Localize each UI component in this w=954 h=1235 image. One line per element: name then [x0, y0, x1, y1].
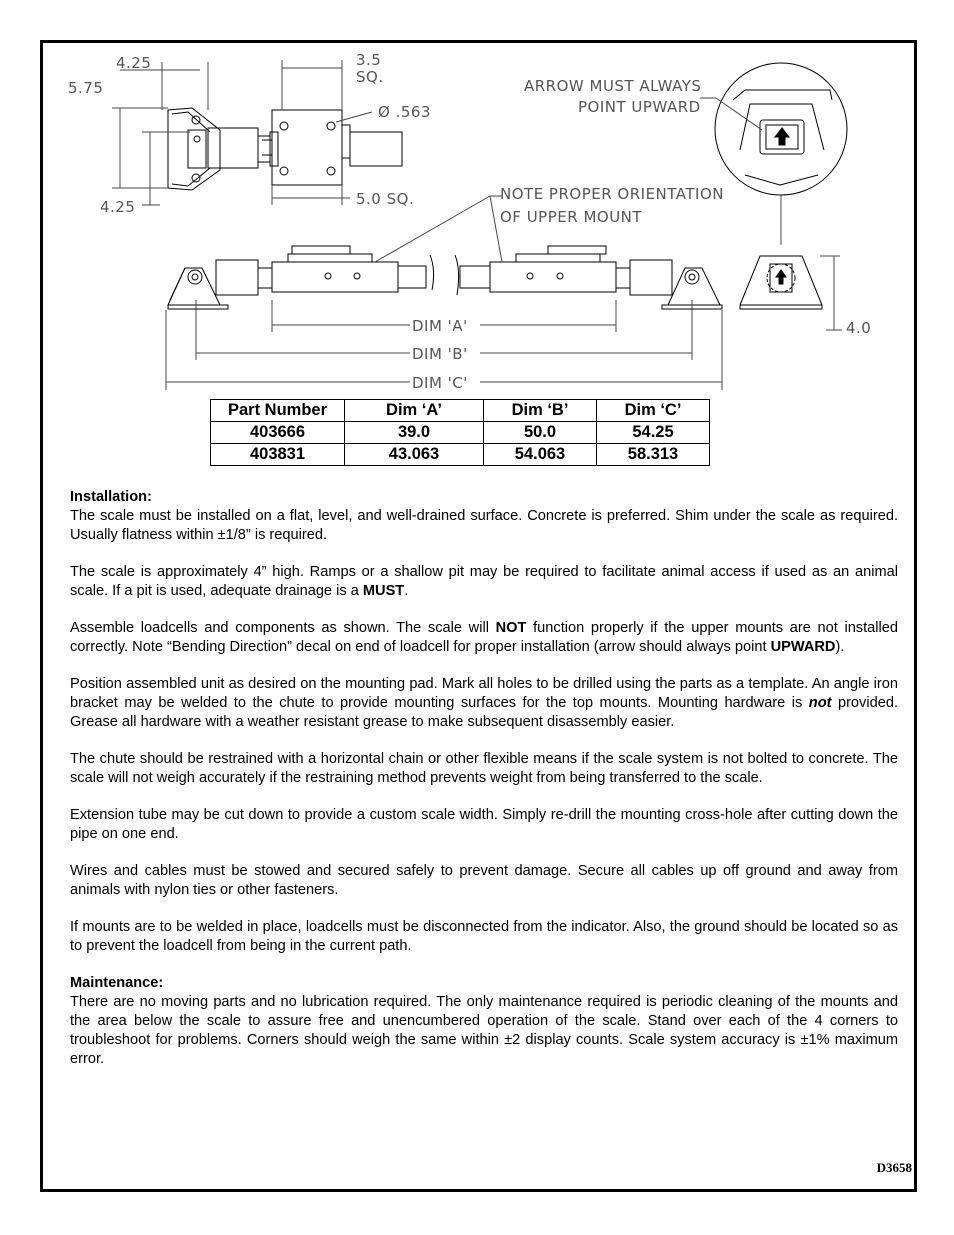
cell-part-number: 403831: [211, 444, 345, 466]
dim-425-bottom: 4.25: [100, 198, 136, 216]
cell-dim-b: 50.0: [484, 422, 597, 444]
header-dim-a: Dim ‘A’: [345, 400, 484, 422]
installation-paragraph-4: Position assembled unit as desired on the mounting pad. Mark all holes to be drilled using the parts as a template. An angle iron bracket may be welded to the chute to provide mounting surfaces for the top mounts. Mounting hardware is not provided. Grease all hardware with a weather resistant grease to make subsequent disassembly easier.: [70, 676, 898, 730]
installation-heading: Installation:: [70, 489, 152, 505]
dim-35: 3.5: [356, 51, 382, 69]
dim-c-label: DIM 'C': [412, 374, 468, 392]
cell-dim-c: 58.313: [597, 444, 710, 466]
dim-a-label: DIM 'A': [412, 317, 468, 335]
installation-paragraph-7: Wires and cables must be stowed and secured safely to prevent damage. Secure all cables up off ground and away from animals with nylon ties or other fasteners.: [70, 863, 898, 898]
dim-hole: Ø .563: [378, 103, 431, 121]
arrow-note-line1: ARROW MUST ALWAYS: [524, 77, 702, 95]
table-row: [211, 422, 710, 444]
cell-dim-a: 39.0: [345, 422, 484, 444]
dim-40: 4.0: [846, 319, 872, 337]
technical-drawing: [0, 0, 954, 400]
installation-paragraph-3: Assemble loadcells and components as shown. The scale will NOT function properly if the upper mounts are not installed correctly. Note “Bending Direction” decal on end of loadcell for proper installation (arrow should always point UPWARD).: [70, 620, 898, 655]
instructions-text: [70, 488, 898, 1087]
document-id: D3658: [876, 1160, 912, 1175]
dim-50-sq: 5.0 SQ.: [356, 190, 415, 208]
cell-dim-b: 54.063: [484, 444, 597, 466]
dimension-table: [210, 399, 710, 466]
cell-dim-c: 54.25: [597, 422, 710, 444]
arrow-note-line2: POINT UPWARD: [578, 98, 701, 116]
installation-paragraph-6: Extension tube may be cut down to provide a custom scale width. Simply re-drill the mounting cross-hole after cutting down the pipe on one end.: [70, 807, 898, 842]
cell-part-number: 403666: [211, 422, 345, 444]
cell-dim-a: 43.063: [345, 444, 484, 466]
dim-575: 5.75: [68, 79, 104, 97]
header-dim-c: Dim ‘C’: [597, 400, 710, 422]
table-header-row: [211, 400, 710, 422]
dim-b-label: DIM 'B': [412, 345, 468, 363]
arrow-detail-circle: [700, 63, 847, 245]
table-row: [211, 444, 710, 466]
orientation-note-line2: OF UPPER MOUNT: [500, 208, 643, 226]
dim-425-top: 4.25: [116, 54, 152, 72]
bracket-side-view: [112, 62, 278, 205]
maintenance-paragraph: Maintenance: There are no moving parts and no lubrication required. The only maintenance required is periodic cleaning of the mounts and the area below the scale to assure free and unencumbered operation of the scale. Stand over each of the 4 corners to troubleshoot for problems. Corners should weigh the same within ±2 display counts. Scale system accuracy is ±1% maximum error.: [70, 975, 898, 1067]
installation-paragraph-5: The chute should be restrained with a horizontal chain or other flexible means if the scale system is not bolted to concrete. The scale will not weigh accurately if the restraining method prevents weight from being transferred to the scale.: [70, 751, 898, 786]
orientation-note-line1: NOTE PROPER ORIENTATION: [500, 185, 724, 203]
header-dim-b: Dim ‘B’: [484, 400, 597, 422]
header-part-number: Part Number: [211, 400, 345, 422]
installation-paragraph-1: Installation: The scale must be installed on a flat, level, and well-drained surface. Concrete is preferred. Shim under the scale as required. Usually flatness within ±1/8” is required.: [70, 489, 898, 543]
maintenance-heading: Maintenance:: [70, 975, 164, 991]
dim-35-sq: SQ.: [356, 68, 384, 86]
installation-paragraph-8: If mounts are to be welded in place, loadcells must be disconnected from the indicator. Also, the ground should be located so as to prevent the loadcell from being in the current path.: [70, 919, 898, 954]
installation-paragraph-2: The scale is approximately 4” high. Ramps or a shallow pit may be required to facilitate animal access if used as an animal scale. If a pit is used, adequate drainage is a MUST.: [70, 564, 898, 599]
